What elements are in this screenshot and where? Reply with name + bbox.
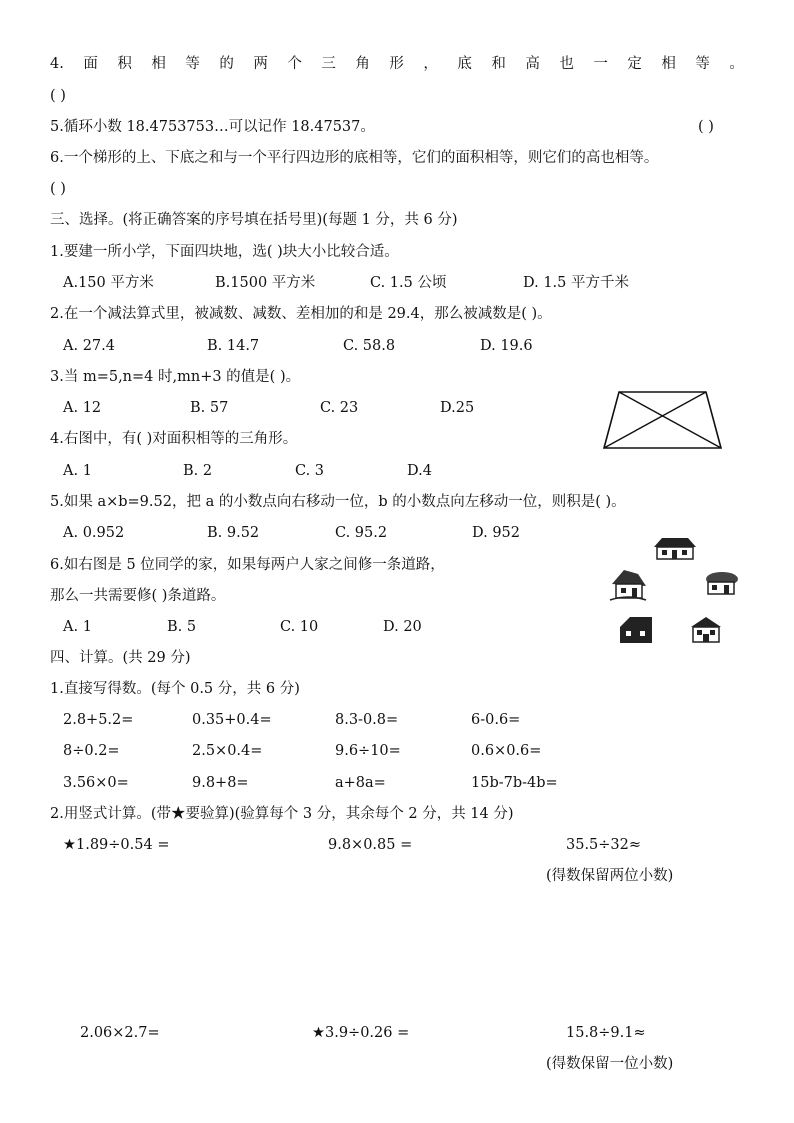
house-icon [688, 615, 724, 645]
section4-heading: 四、计算。(共 29 分) [50, 650, 191, 666]
judge-q6-text: 6.一个梯形的上、下底之和与一个平行四边形的底相等，它们的面积相等，则它们的高也相等。 [50, 150, 659, 166]
judge-q4-char: 也 [559, 56, 574, 72]
choice-q1-text: 1.要建一所小学，下面四块地，选( )块大小比较合适。 [50, 244, 399, 260]
choice-q4-option-a: A. 1 [63, 463, 92, 479]
choice-q5-text: 5.如果 a×b=9.52，把 a 的小数点向右移动一位，b 的小数点向左移动一位，则积是( )。 [50, 494, 626, 510]
judge-q4-char: ， [423, 56, 438, 72]
choice-q3-text: 3.当 m=5,n=4 时,mn+3 的值是( )。 [50, 369, 301, 385]
choice-q5-option-b: B. 9.52 [207, 525, 260, 541]
mental-calc-item: 6-0.6= [471, 712, 521, 728]
calc-part1-heading: 1.直接写得数。(每个 0.5 分，共 6 分) [50, 681, 300, 697]
house-icon [608, 566, 648, 602]
choice-q6-option-d: D. 20 [383, 619, 422, 635]
choice-q1-option-d: D. 1.5 平方千米 [523, 275, 629, 291]
choice-q3-option-c: C. 23 [320, 400, 359, 416]
judge-q4-char: 4. [50, 56, 64, 72]
judge-q4-char: 高 [525, 56, 540, 72]
trapezoid-outline [604, 392, 721, 448]
mental-calc-item: 9.6÷10= [335, 743, 401, 759]
choice-q3-option-d: D.25 [440, 400, 475, 416]
calc-part2-heading: 2.用竖式计算。(带★要验算)(验算每个 3 分，其余每个 2 分，共 14 分) [50, 806, 514, 822]
choice-q5-option-d: D. 952 [472, 525, 521, 541]
choice-q6-line2: 那么一共需要修( )条道路。 [50, 588, 226, 604]
choice-q4-option-d: D.4 [407, 463, 432, 479]
choice-q2-option-c: C. 58.8 [343, 338, 396, 354]
vertical-calc-item: 2.06×2.7= [80, 1025, 160, 1041]
mental-calc-item: 0.6×0.6= [471, 743, 542, 759]
choice-q5-option-a: A. 0.952 [63, 525, 125, 541]
vertical-calc-item: 35.5÷32≈ [566, 837, 642, 853]
choice-q1-option-c: C. 1.5 公顷 [370, 275, 447, 291]
mental-calc-item: 8.3-0.8= [335, 712, 399, 728]
choice-q2-text: 2.在一个减法算式里，被减数、减数、差相加的和是 29.4，那么被减数是( )。 [50, 306, 552, 322]
choice-q4-option-c: C. 3 [295, 463, 325, 479]
judge-q4-char: 等 [695, 56, 710, 72]
judge-q4-char: 一 [593, 56, 608, 72]
choice-q3-option-b: B. 57 [190, 400, 229, 416]
judge-q4-paren: ( ) [50, 88, 66, 104]
vertical-calc-item: 9.8×0.85 = [328, 837, 413, 853]
house-icon [652, 535, 698, 561]
choice-q4-option-b: B. 2 [183, 463, 213, 479]
choice-q5-option-c: C. 95.2 [335, 525, 388, 541]
house-icon [700, 570, 740, 598]
judge-q4-char: 相 [151, 56, 166, 72]
judge-q6-paren: ( ) [50, 181, 66, 197]
trapezoid-diagonal-1 [619, 392, 721, 448]
choice-q2-option-d: D. 19.6 [480, 338, 533, 354]
choice-q6-line1: 6.如右图是 5 位同学的家，如果每两户人家之间修一条道路， [50, 557, 445, 573]
choice-q4-text: 4.右图中，有( )对面积相等的三角形。 [50, 431, 298, 447]
judge-q4-char: 个 [287, 56, 302, 72]
trapezoid-diagram [600, 388, 725, 452]
judge-q4-char: 两 [253, 56, 268, 72]
judge-q4-char: 积 [117, 56, 132, 72]
judge-q4-char: 三 [321, 56, 336, 72]
judge-q5-text: 5.循环小数 18.4753753…可以记作 18.47537。 [50, 119, 375, 135]
rounding-note: (得数保留一位小数) [546, 1056, 674, 1072]
house-icon [618, 615, 654, 645]
mental-calc-item: 15b-7b-4b= [471, 775, 558, 791]
choice-q6-option-a: A. 1 [63, 619, 92, 635]
judge-q4-char: 等 [185, 56, 200, 72]
choice-q1-option-a: A.150 平方米 [63, 275, 154, 291]
judge-q4-char: 的 [219, 56, 234, 72]
judge-q4-char: 和 [491, 56, 506, 72]
section3-heading: 三、选择。(将正确答案的序号填在括号里)(每题 1 分，共 6 分) [50, 212, 458, 228]
judge-q4-char: 角 [355, 56, 370, 72]
vertical-calc-item: ★1.89÷0.54 = [63, 837, 170, 853]
rounding-note: (得数保留两位小数) [546, 868, 674, 884]
mental-calc-item: 0.35+0.4= [192, 712, 272, 728]
choice-q6-option-b: B. 5 [167, 619, 197, 635]
judge-q4-char: 定 [627, 56, 642, 72]
choice-q2-option-b: B. 14.7 [207, 338, 260, 354]
judge-q4-char: 。 [729, 56, 744, 72]
judge-q4-char: 底 [457, 56, 472, 72]
vertical-calc-item: ★3.9÷0.26 = [312, 1025, 410, 1041]
mental-calc-item: 3.56×0= [63, 775, 129, 791]
mental-calc-item: 2.5×0.4= [192, 743, 263, 759]
judge-q4-char: 面 [83, 56, 98, 72]
mental-calc-item: a+8a= [335, 775, 386, 791]
mental-calc-item: 2.8+5.2= [63, 712, 134, 728]
choice-q2-option-a: A. 27.4 [63, 338, 115, 354]
trapezoid-diagonal-2 [604, 392, 706, 448]
choice-q6-option-c: C. 10 [280, 619, 319, 635]
mental-calc-item: 8÷0.2= [63, 743, 120, 759]
mental-calc-item: 9.8+8= [192, 775, 249, 791]
judge-q4-char: 形 [389, 56, 404, 72]
choice-q3-option-a: A. 12 [63, 400, 102, 416]
judge-q5-paren: ( ) [698, 119, 714, 135]
choice-q1-option-b: B.1500 平方米 [215, 275, 316, 291]
judge-q4-char: 相 [661, 56, 676, 72]
vertical-calc-item: 15.8÷9.1≈ [566, 1025, 646, 1041]
judge-q4-line [50, 54, 744, 74]
